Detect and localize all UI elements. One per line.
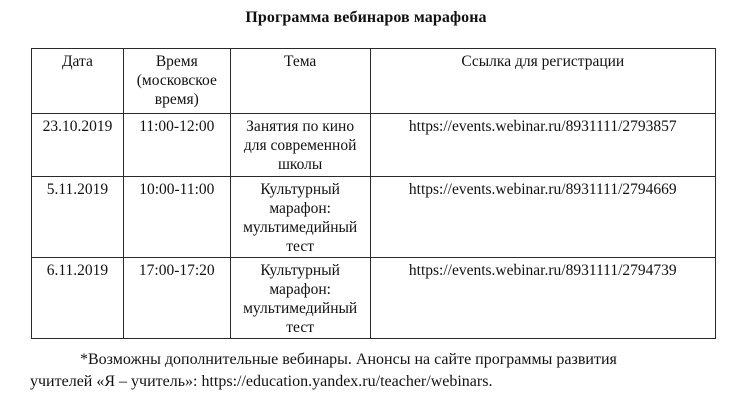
topic-line: Занятия по кино [246, 118, 355, 135]
table-header-row [32, 49, 716, 114]
topic-line: Культурный [260, 181, 340, 198]
header-time-line3: время) [154, 91, 199, 108]
topic-line: Культурный [260, 262, 340, 279]
topic-line: тест [286, 319, 314, 336]
header-link: Ссылка для регистрации [370, 49, 715, 114]
webinar-schedule-table [31, 48, 716, 339]
cell-link[interactable]: https://events.webinar.ru/8931111/2794739 [370, 258, 715, 339]
table-row [32, 177, 716, 258]
cell-date: 6.11.2019 [32, 258, 124, 339]
table-row [32, 114, 716, 177]
cell-date: 5.11.2019 [32, 177, 124, 258]
cell-topic [230, 177, 370, 258]
topic-line: для современной [243, 137, 357, 154]
cell-topic [230, 114, 370, 177]
footnote-line-1: *Возможны дополнительные вебинары. Анонсы на сайте программы развития [80, 351, 617, 368]
topic-line: мультимедийный [243, 219, 358, 236]
cell-time: 10:00-11:00 [123, 177, 230, 258]
table-row [32, 258, 716, 339]
header-time [123, 49, 230, 114]
document-title: Программа вебинаров марафона [245, 9, 487, 26]
cell-link[interactable]: https://events.webinar.ru/8931111/2794669 [370, 177, 715, 258]
cell-time: 11:00-12:00 [123, 114, 230, 177]
footnote [30, 349, 720, 393]
topic-line: марафон: [269, 200, 331, 217]
topic-line: тест [286, 238, 314, 255]
footnote-line-2: учителей «Я – учитель»: https://education.yandex.ru/teacher/webinars. [30, 373, 493, 390]
topic-line: школы [277, 156, 323, 173]
header-time-line2: (московское [136, 72, 217, 89]
topic-line: марафон: [269, 281, 331, 298]
cell-time: 17:00-17:20 [123, 258, 230, 339]
cell-date: 23.10.2019 [32, 114, 124, 177]
header-date: Дата [32, 49, 124, 114]
cell-topic [230, 258, 370, 339]
cell-link[interactable]: https://events.webinar.ru/8931111/2793857 [370, 114, 715, 177]
header-time-line1: Время [155, 53, 198, 70]
topic-line: мультимедийный [243, 300, 358, 317]
header-topic: Тема [230, 49, 370, 114]
